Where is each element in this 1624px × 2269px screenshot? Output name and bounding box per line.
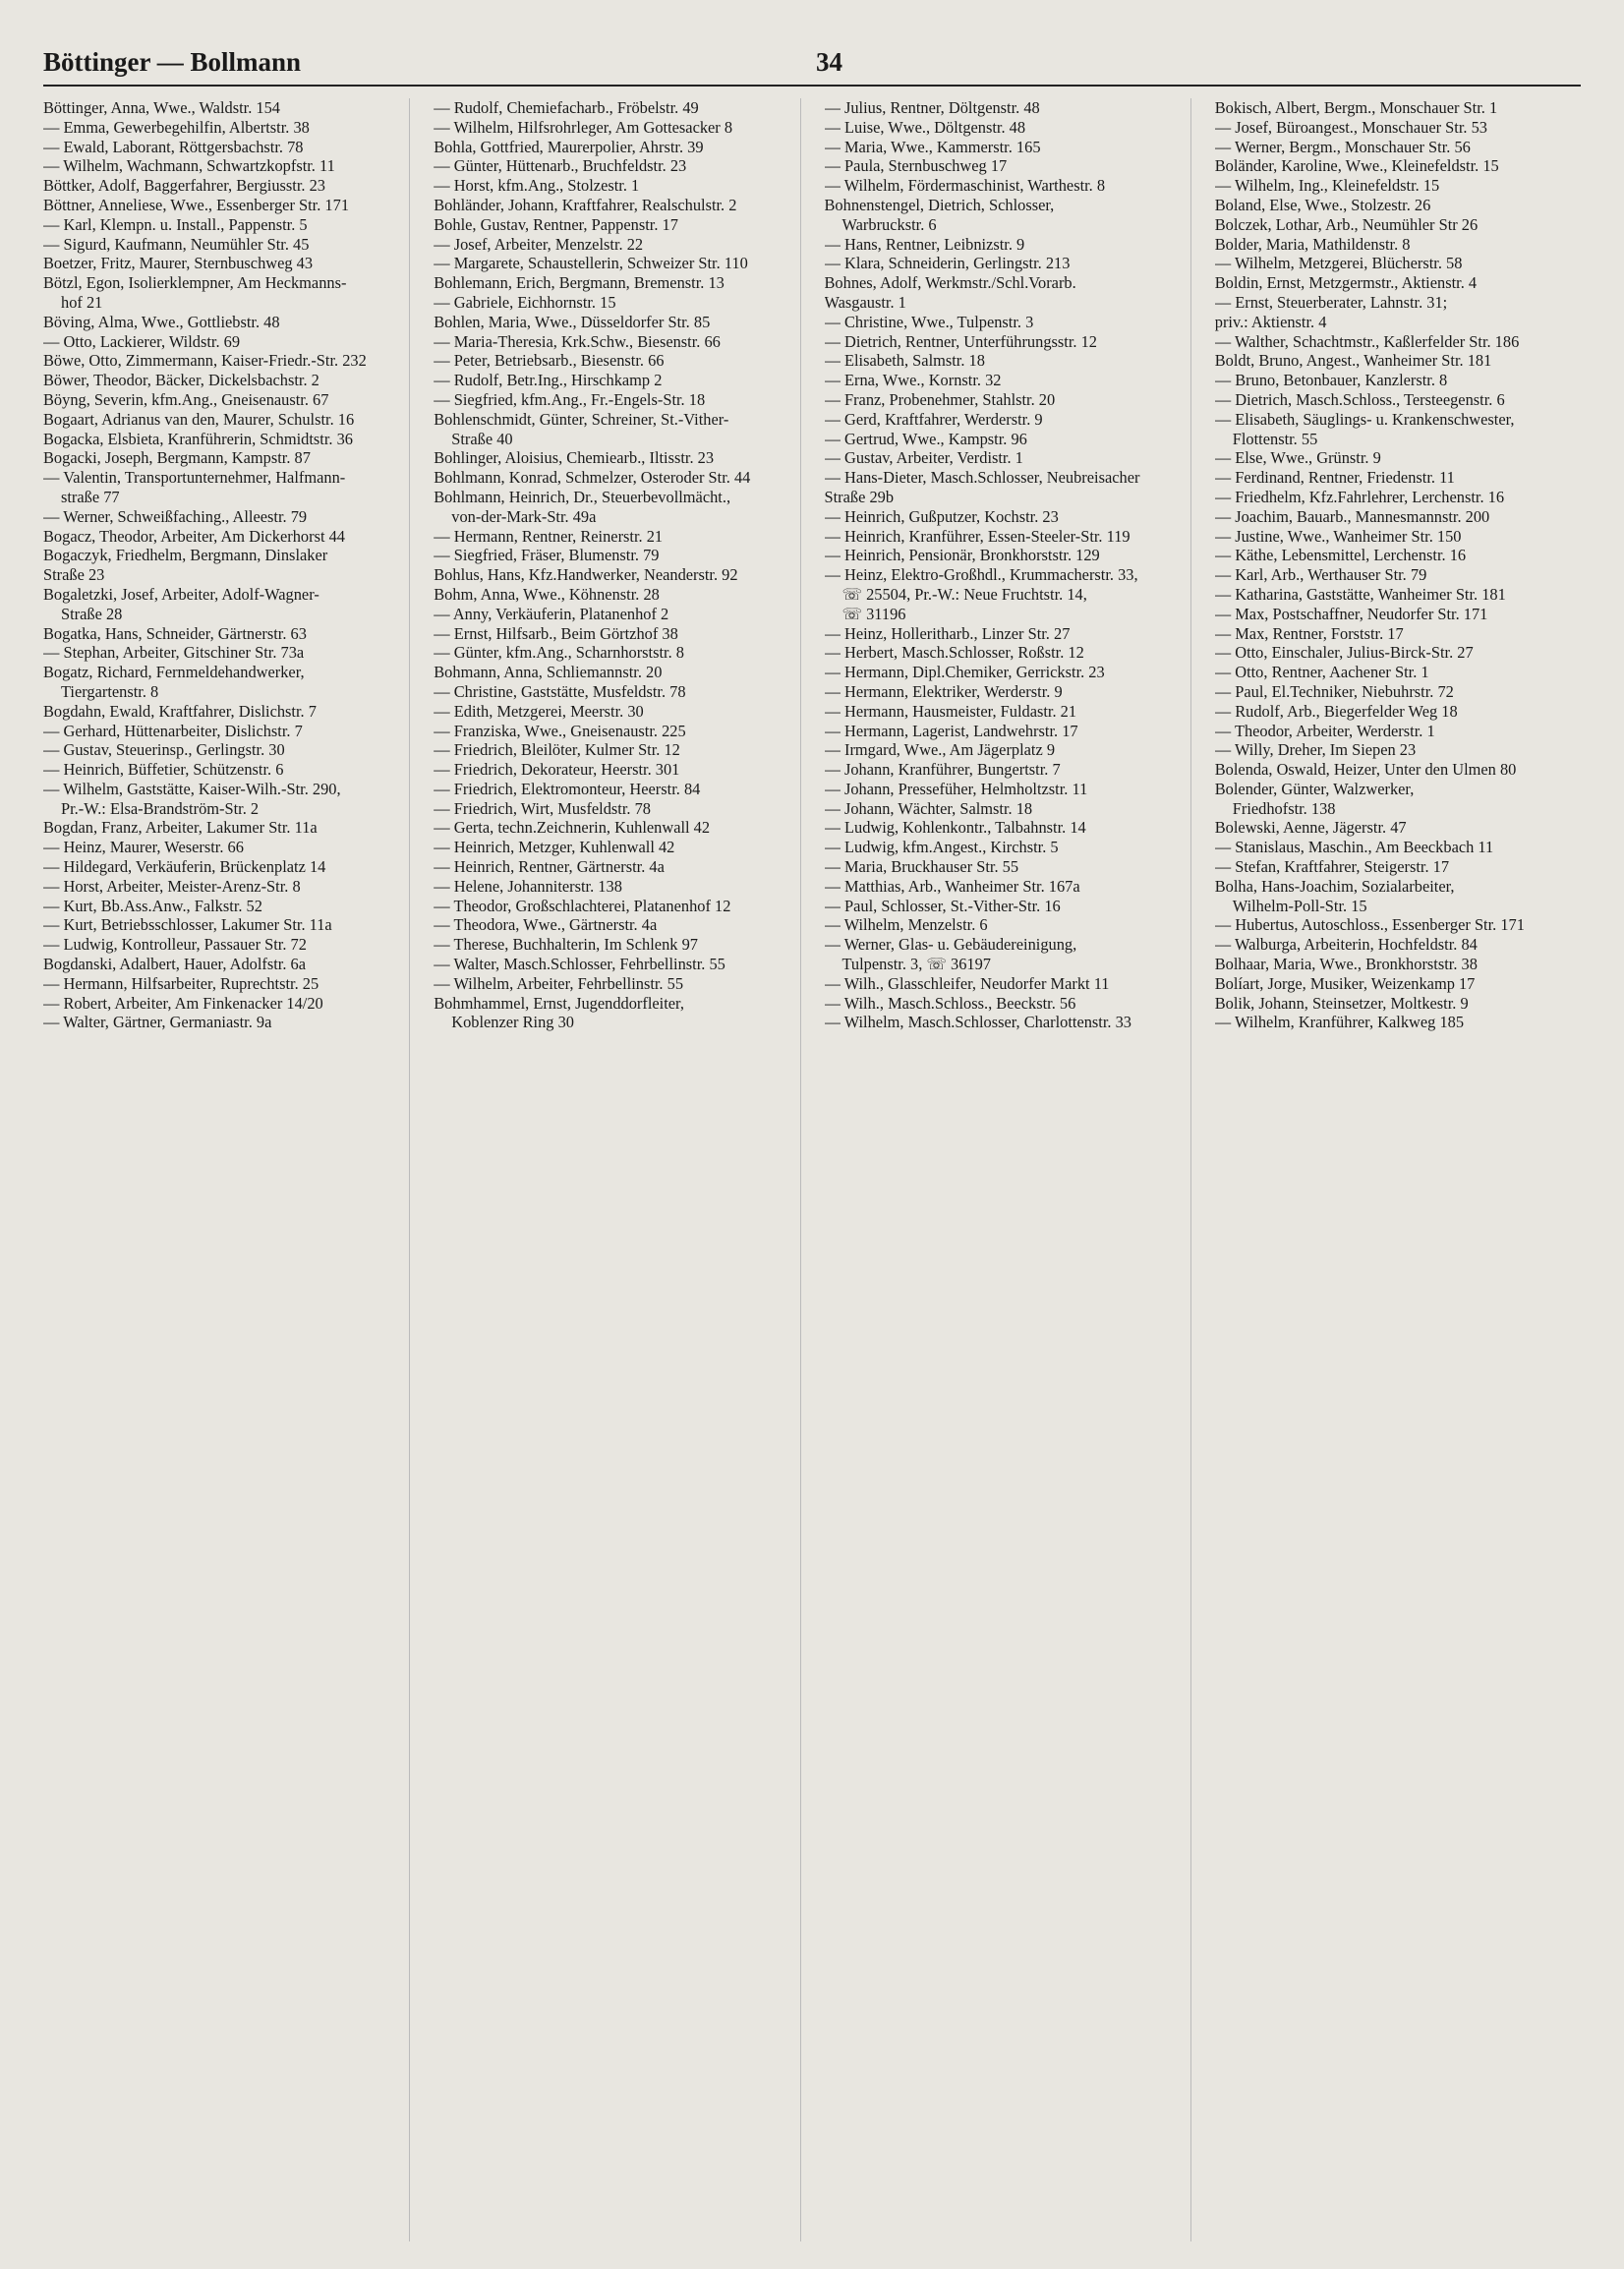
- directory-entry: — Günter, Hüttenarb., Bruchfeldstr. 23: [434, 156, 687, 176]
- directory-entry: — Else, Wwe., Grünstr. 9: [1214, 448, 1381, 468]
- directory-entry: — Gustav, Arbeiter, Verdistr. 1: [824, 448, 1023, 468]
- directory-entry: Boland, Else, Wwe., Stolzestr. 26: [1214, 195, 1431, 214]
- directory-entry: Bogatka, Hans, Schneider, Gärtnerstr. 63: [43, 623, 307, 643]
- directory-entry: — Gabriele, Eichhornstr. 15: [434, 292, 616, 312]
- entry-continuation: Tiergartenstr. 8: [61, 681, 159, 701]
- directory-entry: — Heinrich, Gußputzer, Kochstr. 23: [824, 506, 1059, 526]
- directory-entry: — Theodora, Wwe., Gärtnerstr. 4a: [434, 915, 658, 935]
- directory-column-4: [1215, 98, 1581, 2241]
- directory-entry: — Wilhelm, Arbeiter, Fehrbellinstr. 55: [434, 973, 684, 993]
- entry-continuation: Koblenzer Ring 30: [451, 1013, 574, 1032]
- directory-entry: Bogdahn, Ewald, Kraftfahrer, Dislichstr. 7: [43, 701, 317, 721]
- directory-entry: Böwe, Otto, Zimmermann, Kaiser-Friedr.-Str. 232: [43, 351, 367, 371]
- directory-entry: Bolewski, Aenne, Jägerstr. 47: [1214, 818, 1407, 838]
- directory-columns: [43, 98, 1581, 2241]
- directory-entry: Bohm, Anna, Wwe., Köhnenstr. 28: [434, 584, 660, 604]
- directory-entry: Straße 23: [43, 565, 105, 585]
- directory-entry: — Luise, Wwe., Döltgenstr. 48: [824, 117, 1026, 137]
- directory-entry: — Wilhelm, Ing., Kleinefeldstr. 15: [1214, 176, 1440, 196]
- entry-continuation: Flottenstr. 55: [1232, 429, 1318, 448]
- entry-continuation: Straße 40: [451, 429, 513, 448]
- directory-entry: — Otto, Rentner, Aachener Str. 1: [1214, 663, 1429, 682]
- directory-column-2: [434, 98, 800, 2241]
- directory-entry: Bogacz, Theodor, Arbeiter, Am Dickerhorst 44: [43, 526, 345, 546]
- directory-entry: — Hans-Dieter, Masch.Schlosser, Neubreisacher: [824, 468, 1140, 488]
- directory-entry: Bohla, Gottfried, Maurerpolier, Ahrstr. 39: [434, 137, 704, 156]
- directory-entry: — Rudolf, Betr.Ing., Hirschkamp 2: [434, 371, 663, 390]
- directory-entry: Boldin, Ernst, Metzgermstr., Aktienstr. 4: [1214, 273, 1478, 293]
- directory-entry: — Wilh., Masch.Schloss., Beeckstr. 56: [824, 993, 1076, 1013]
- directory-entry: — Gerd, Kraftfahrer, Werderstr. 9: [824, 409, 1043, 429]
- directory-entry: — Heinz, Maurer, Weserstr. 66: [43, 838, 244, 857]
- directory-entry: — Stephan, Arbeiter, Gitschiner Str. 73a: [43, 643, 305, 663]
- entry-continuation: von-der-Mark-Str. 49a: [451, 506, 597, 526]
- directory-entry: Bogacki, Joseph, Bergmann, Kampstr. 87: [43, 448, 311, 468]
- directory-entry: — Wilhelm, Wachmann, Schwartzkopfstr. 11: [43, 156, 335, 176]
- directory-entry: Bohlmann, Heinrich, Dr., Steuerbevollmächt.,: [434, 487, 731, 506]
- directory-entry: — Theodor, Großschlachterei, Platanenhof 12: [434, 896, 731, 915]
- directory-entry: — Heinz, Holleritharb., Linzer Str. 27: [824, 623, 1071, 643]
- directory-entry: — Justine, Wwe., Wanheimer Str. 150: [1214, 526, 1462, 546]
- entry-continuation: ☏ 25504, Pr.-W.: Neue Fruchtstr. 14,: [841, 584, 1087, 604]
- directory-entry: Bohlemann, Erich, Bergmann, Bremenstr. 13: [434, 273, 725, 293]
- directory-entry: — Emma, Gewerbegehilfin, Albertstr. 38: [43, 117, 310, 137]
- directory-entry: — Rudolf, Arb., Biegerfelder Weg 18: [1214, 701, 1458, 721]
- directory-entry: — Johann, Kranführer, Bungertstr. 7: [824, 760, 1061, 780]
- directory-entry: — Wilhelm, Gaststätte, Kaiser-Wilh.-Str. 290,: [43, 779, 341, 798]
- directory-entry: Böttinger, Anna, Wwe., Waldstr. 154: [43, 98, 280, 117]
- directory-entry: — Hermann, Hilfsarbeiter, Ruprechtstr. 25: [43, 973, 319, 993]
- directory-entry: — Stefan, Kraftfahrer, Steigerstr. 17: [1214, 857, 1450, 877]
- directory-entry: — Paul, Schlosser, St.-Vither-Str. 16: [824, 896, 1061, 915]
- directory-entry: Bogdanski, Adalbert, Hauer, Adolfstr. 6a: [43, 955, 307, 974]
- directory-entry: — Gerhard, Hüttenarbeiter, Dislichstr. 7: [43, 721, 303, 740]
- directory-entry: — Hermann, Dipl.Chemiker, Gerrickstr. 23: [824, 663, 1105, 682]
- directory-entry: — Paula, Sternbuschweg 17: [824, 156, 1008, 176]
- directory-entry: — Max, Rentner, Forststr. 17: [1214, 623, 1404, 643]
- directory-entry: — Friedrich, Bleilöter, Kulmer Str. 12: [434, 740, 680, 760]
- directory-entry: — Wilhelm, Menzelstr. 6: [824, 915, 988, 935]
- directory-entry: Bohlinger, Aloisius, Chemiearb., Iltisstr. 23: [434, 448, 715, 468]
- directory-entry: — Maria, Wwe., Kammerstr. 165: [824, 137, 1041, 156]
- directory-entry: — Sigurd, Kaufmann, Neumühler Str. 45: [43, 234, 310, 254]
- directory-entry: Bolhaar, Maria, Wwe., Bronkhorststr. 38: [1214, 955, 1478, 974]
- directory-entry: Bolenda, Oswald, Heizer, Unter den Ulmen 80: [1214, 760, 1517, 780]
- directory-entry: — Valentin, Transportunternehmer, Halfmann-: [43, 468, 346, 488]
- directory-entry: — Johann, Pressefüher, Helmholtzstr. 11: [824, 779, 1088, 798]
- directory-entry: — Hermann, Hausmeister, Fuldastr. 21: [824, 701, 1077, 721]
- directory-entry: — Kurt, Bb.Ass.Anw., Falkstr. 52: [43, 896, 262, 915]
- directory-entry: Bohlus, Hans, Kfz.Handwerker, Neanderstr. 92: [434, 565, 738, 585]
- directory-entry: — Bruno, Betonbauer, Kanzlerstr. 8: [1214, 371, 1448, 390]
- directory-entry: — Werner, Glas- u. Gebäudereinigung,: [824, 935, 1077, 955]
- directory-entry: — Max, Postschaffner, Neudorfer Str. 171: [1214, 604, 1488, 623]
- directory-entry: — Walburga, Arbeiterin, Hochfeldstr. 84: [1214, 935, 1478, 955]
- directory-entry: — Anny, Verkäuferin, Platanenhof 2: [434, 604, 669, 623]
- directory-entry: — Ludwig, Kohlenkontr., Talbahnstr. 14: [824, 818, 1086, 838]
- directory-entry: — Ernst, Steuerberater, Lahnstr. 31;: [1214, 292, 1448, 312]
- directory-entry: — Gertrud, Wwe., Kampstr. 96: [824, 429, 1027, 448]
- directory-entry: — Horst, Arbeiter, Meister-Arenz-Str. 8: [43, 876, 301, 896]
- directory-entry: — Rudolf, Chemiefacharb., Fröbelstr. 49: [434, 98, 699, 117]
- directory-entry: — Wilh., Glasschleifer, Neudorfer Markt 11: [824, 973, 1110, 993]
- directory-entry: — Dietrich, Masch.Schloss., Tersteegenstr. 6: [1214, 389, 1505, 409]
- directory-entry: — Hubertus, Autoschloss., Essenberger Str. 171: [1214, 915, 1525, 935]
- directory-entry: — Josef, Arbeiter, Menzelstr. 22: [434, 234, 644, 254]
- directory-entry: Bogdan, Franz, Arbeiter, Lakumer Str. 11a: [43, 818, 318, 838]
- directory-entry: — Siegfried, kfm.Ang., Fr.-Engels-Str. 18: [434, 389, 706, 409]
- directory-entry: Wasgaustr. 1: [824, 292, 906, 312]
- directory-entry: — Paul, El.Techniker, Niebuhrstr. 72: [1214, 681, 1454, 701]
- directory-entry: Böttner, Anneliese, Wwe., Essenberger Str. 171: [43, 195, 350, 214]
- directory-entry: — Heinz, Elektro-Großhdl., Krummacherstr. 33,: [824, 565, 1138, 585]
- directory-entry: — Maria, Bruckhauser Str. 55: [824, 857, 1019, 877]
- directory-entry: — Gustav, Steuerinsp., Gerlingstr. 30: [43, 740, 285, 760]
- directory-entry: Böyng, Severin, kfm.Ang., Gneisenaustr. 67: [43, 389, 329, 409]
- directory-entry: — Ferdinand, Rentner, Friedenstr. 11: [1214, 468, 1455, 488]
- directory-entry: — Maria-Theresia, Krk.Schw., Biesenstr. 66: [434, 331, 721, 351]
- directory-entry: Bogatz, Richard, Fernmeldehandwerker,: [43, 663, 305, 682]
- directory-entry: — Hermann, Lagerist, Landwehrstr. 17: [824, 721, 1078, 740]
- directory-entry: Bolíart, Jorge, Musiker, Weizenkamp 17: [1214, 973, 1476, 993]
- directory-entry: Bogaczyk, Friedhelm, Bergmann, Dinslaker: [43, 546, 328, 565]
- directory-entry: — Heinrich, Metzger, Kuhlenwall 42: [434, 838, 675, 857]
- directory-entry: — Walther, Schachtmstr., Kaßlerfelder Str. 186: [1214, 331, 1520, 351]
- directory-entry: — Friedrich, Dekorateur, Heerstr. 301: [434, 760, 680, 780]
- directory-entry: — Heinrich, Pensionär, Bronkhorststr. 129: [824, 546, 1100, 565]
- directory-entry: Bolczek, Lothar, Arb., Neumühler Str 26: [1214, 214, 1479, 234]
- directory-entry: priv.: Aktienstr. 4: [1214, 312, 1327, 331]
- entry-continuation: Wilhelm-Poll-Str. 15: [1232, 896, 1367, 915]
- directory-entry: — Ernst, Hilfsarb., Beim Görtzhof 38: [434, 623, 678, 643]
- directory-entry: — Heinrich, Kranführer, Essen-Steeler-Str. 119: [824, 526, 1131, 546]
- entry-continuation: hof 21: [61, 292, 103, 312]
- directory-entry: — Matthias, Arb., Wanheimer Str. 167a: [824, 876, 1080, 896]
- directory-entry: Bohmhammel, Ernst, Jugenddorfleiter,: [434, 993, 684, 1013]
- directory-entry: — Karl, Klempn. u. Install., Pappenstr. 5: [43, 214, 308, 234]
- directory-entry: — Friedrich, Wirt, Musfeldstr. 78: [434, 798, 651, 818]
- directory-entry: Bokisch, Albert, Bergm., Monschauer Str. 1: [1214, 98, 1498, 117]
- directory-entry: — Karl, Arb., Werthauser Str. 79: [1214, 565, 1427, 585]
- directory-column-1: [43, 98, 410, 2241]
- directory-entry: Bohle, Gustav, Rentner, Pappenstr. 17: [434, 214, 678, 234]
- directory-entry: Bogacka, Elsbieta, Kranführerin, Schmidtstr. 36: [43, 429, 353, 448]
- directory-entry: — Friedrich, Elektromonteur, Heerstr. 84: [434, 779, 701, 798]
- directory-entry: — Herbert, Masch.Schlosser, Roßstr. 12: [824, 643, 1084, 663]
- directory-entry: Bötzl, Egon, Isolierklempner, Am Heckmanns-: [43, 273, 347, 293]
- directory-entry: — Walter, Gärtner, Germaniastr. 9a: [43, 1013, 272, 1032]
- directory-entry: — Friedhelm, Kfz.Fahrlehrer, Lerchenstr. 16: [1214, 487, 1505, 506]
- directory-entry: — Siegfried, Fräser, Blumenstr. 79: [434, 546, 660, 565]
- directory-entry: — Hermann, Rentner, Reinerstr. 21: [434, 526, 664, 546]
- directory-entry: — Franz, Probenehmer, Stahlstr. 20: [824, 389, 1056, 409]
- directory-entry: — Wilhelm, Masch.Schlosser, Charlottenstr. 33: [824, 1013, 1132, 1032]
- directory-entry: Bohlen, Maria, Wwe., Düsseldorfer Str. 85: [434, 312, 711, 331]
- directory-entry: Bolder, Maria, Mathildenstr. 8: [1214, 234, 1411, 254]
- directory-entry: — Katharina, Gaststätte, Wanheimer Str. 181: [1214, 584, 1506, 604]
- directory-entry: — Günter, kfm.Ang., Scharnhorststr. 8: [434, 643, 684, 663]
- directory-entry: — Margarete, Schaustellerin, Schweizer Str. 110: [434, 254, 748, 273]
- page-number: 34: [816, 47, 842, 77]
- directory-entry: — Christine, Wwe., Tulpenstr. 3: [824, 312, 1034, 331]
- directory-entry: — Heinrich, Rentner, Gärtnerstr. 4a: [434, 857, 665, 877]
- directory-entry: — Heinrich, Büffetier, Schützenstr. 6: [43, 760, 284, 780]
- directory-entry: Bohmann, Anna, Schliemannstr. 20: [434, 663, 663, 682]
- directory-entry: — Otto, Lackierer, Wildstr. 69: [43, 331, 241, 351]
- directory-entry: — Gerta, techn.Zeichnerin, Kuhlenwall 42: [434, 818, 711, 838]
- directory-entry: — Julius, Rentner, Döltgenstr. 48: [824, 98, 1040, 117]
- directory-entry: Bohnes, Adolf, Werkmstr./Schl.Vorarb.: [824, 273, 1076, 293]
- directory-entry: Bogaletzki, Josef, Arbeiter, Adolf-Wagner-: [43, 584, 319, 604]
- directory-entry: Böwer, Theodor, Bäcker, Dickelsbachstr. 2: [43, 371, 319, 390]
- directory-entry: — Hildegard, Verkäuferin, Brückenplatz 14: [43, 857, 326, 877]
- directory-entry: Straße 29b: [824, 487, 895, 506]
- directory-entry: Boetzer, Fritz, Maurer, Sternbuschweg 43: [43, 254, 314, 273]
- entry-continuation: Tulpenstr. 3, ☏ 36197: [841, 955, 991, 974]
- directory-entry: — Dietrich, Rentner, Unterführungsstr. 12: [824, 331, 1097, 351]
- directory-entry: — Elisabeth, Säuglings- u. Krankenschwester,: [1214, 409, 1515, 429]
- directory-entry: — Franziska, Wwe., Gneisenaustr. 225: [434, 721, 686, 740]
- entry-continuation: Warbruckstr. 6: [841, 214, 937, 234]
- directory-entry: — Horst, kfm.Ang., Stolzestr. 1: [434, 176, 640, 196]
- directory-entry: Boldt, Bruno, Angest., Wanheimer Str. 181: [1214, 351, 1492, 371]
- directory-entry: — Johann, Wächter, Salmstr. 18: [824, 798, 1033, 818]
- directory-entry: — Stanislaus, Maschin., Am Beeckbach 11: [1214, 838, 1494, 857]
- directory-column-3: [825, 98, 1191, 2241]
- directory-entry: — Ewald, Laborant, Röttgersbachstr. 78: [43, 137, 304, 156]
- directory-entry: — Kurt, Betriebsschlosser, Lakumer Str. 11a: [43, 915, 332, 935]
- directory-entry: Bohnenstengel, Dietrich, Schlosser,: [824, 195, 1055, 214]
- directory-entry: Bohländer, Johann, Kraftfahrer, Realschulstr. 2: [434, 195, 737, 214]
- directory-entry: — Ludwig, Kontrolleur, Passauer Str. 72: [43, 935, 307, 955]
- entry-continuation: Pr.-W.: Elsa-Brandström-Str. 2: [61, 798, 260, 818]
- page-header: [43, 39, 1581, 87]
- directory-entry: — Erna, Wwe., Kornstr. 32: [824, 371, 1002, 390]
- directory-entry: — Irmgard, Wwe., Am Jägerplatz 9: [824, 740, 1056, 760]
- directory-entry: Bohlmann, Konrad, Schmelzer, Osteroder Str. 44: [434, 468, 751, 488]
- directory-entry: — Hermann, Elektriker, Werderstr. 9: [824, 681, 1063, 701]
- directory-entry: — Theodor, Arbeiter, Werderstr. 1: [1214, 721, 1435, 740]
- directory-entry: — Otto, Einschaler, Julius-Birck-Str. 27: [1214, 643, 1474, 663]
- directory-entry: — Klara, Schneiderin, Gerlingstr. 213: [824, 254, 1071, 273]
- directory-entry: Bohlenschmidt, Günter, Schreiner, St.-Vither-: [434, 409, 729, 429]
- directory-entry: Bolender, Günter, Walzwerker,: [1214, 779, 1415, 798]
- directory-entry: — Peter, Betriebsarb., Biesenstr. 66: [434, 351, 665, 371]
- directory-entry: — Wilhelm, Metzgerei, Blücherstr. 58: [1214, 254, 1463, 273]
- entry-continuation: Friedhofstr. 138: [1232, 798, 1336, 818]
- entry-continuation: ☏ 31196: [841, 604, 906, 623]
- directory-entry: — Christine, Gaststätte, Musfeldstr. 78: [434, 681, 686, 701]
- directory-entry: — Elisabeth, Salmstr. 18: [824, 351, 985, 371]
- directory-entry: Böving, Alma, Wwe., Gottliebstr. 48: [43, 312, 280, 331]
- directory-entry: — Käthe, Lebensmittel, Lerchenstr. 16: [1214, 546, 1467, 565]
- directory-entry: — Wilhelm, Fördermaschinist, Warthestr. 8: [824, 176, 1106, 196]
- directory-entry: Böttker, Adolf, Baggerfahrer, Bergiusstr. 23: [43, 176, 325, 196]
- directory-entry: — Willy, Dreher, Im Siepen 23: [1214, 740, 1417, 760]
- entry-continuation: Straße 28: [61, 604, 123, 623]
- directory-entry: — Edith, Metzgerei, Meerstr. 30: [434, 701, 644, 721]
- directory-entry: — Ludwig, kfm.Angest., Kirchstr. 5: [824, 838, 1059, 857]
- directory-entry: Bogaart, Adrianus van den, Maurer, Schulstr. 16: [43, 409, 355, 429]
- directory-entry: — Joachim, Bauarb., Mannesmannstr. 200: [1214, 506, 1490, 526]
- directory-entry: — Josef, Büroangest., Monschauer Str. 53: [1214, 117, 1487, 137]
- entry-continuation: straße 77: [61, 487, 120, 506]
- directory-entry: — Hans, Rentner, Leibnizstr. 9: [824, 234, 1025, 254]
- directory-entry: — Wilhelm, Hilfsrohrleger, Am Gottesacker 8: [434, 117, 733, 137]
- directory-entry: — Wilhelm, Kranführer, Kalkweg 185: [1214, 1013, 1465, 1032]
- directory-entry: Boländer, Karoline, Wwe., Kleinefeldstr. 15: [1214, 156, 1499, 176]
- directory-entry: Bolik, Johann, Steinsetzer, Moltkestr. 9: [1214, 993, 1469, 1013]
- directory-entry: — Walter, Masch.Schlosser, Fehrbellinstr. 55: [434, 955, 725, 974]
- directory-entry: — Robert, Arbeiter, Am Finkenacker 14/20: [43, 993, 323, 1013]
- directory-entry: — Helene, Johanniterstr. 138: [434, 876, 622, 896]
- directory-entry: — Therese, Buchhalterin, Im Schlenk 97: [434, 935, 698, 955]
- page-title: Böttinger — Bollmann: [43, 47, 302, 77]
- directory-entry: — Werner, Bergm., Monschauer Str. 56: [1214, 137, 1471, 156]
- directory-entry: Bolha, Hans-Joachim, Sozialarbeiter,: [1214, 876, 1455, 896]
- directory-entry: — Werner, Schweißfaching., Alleestr. 79: [43, 506, 308, 526]
